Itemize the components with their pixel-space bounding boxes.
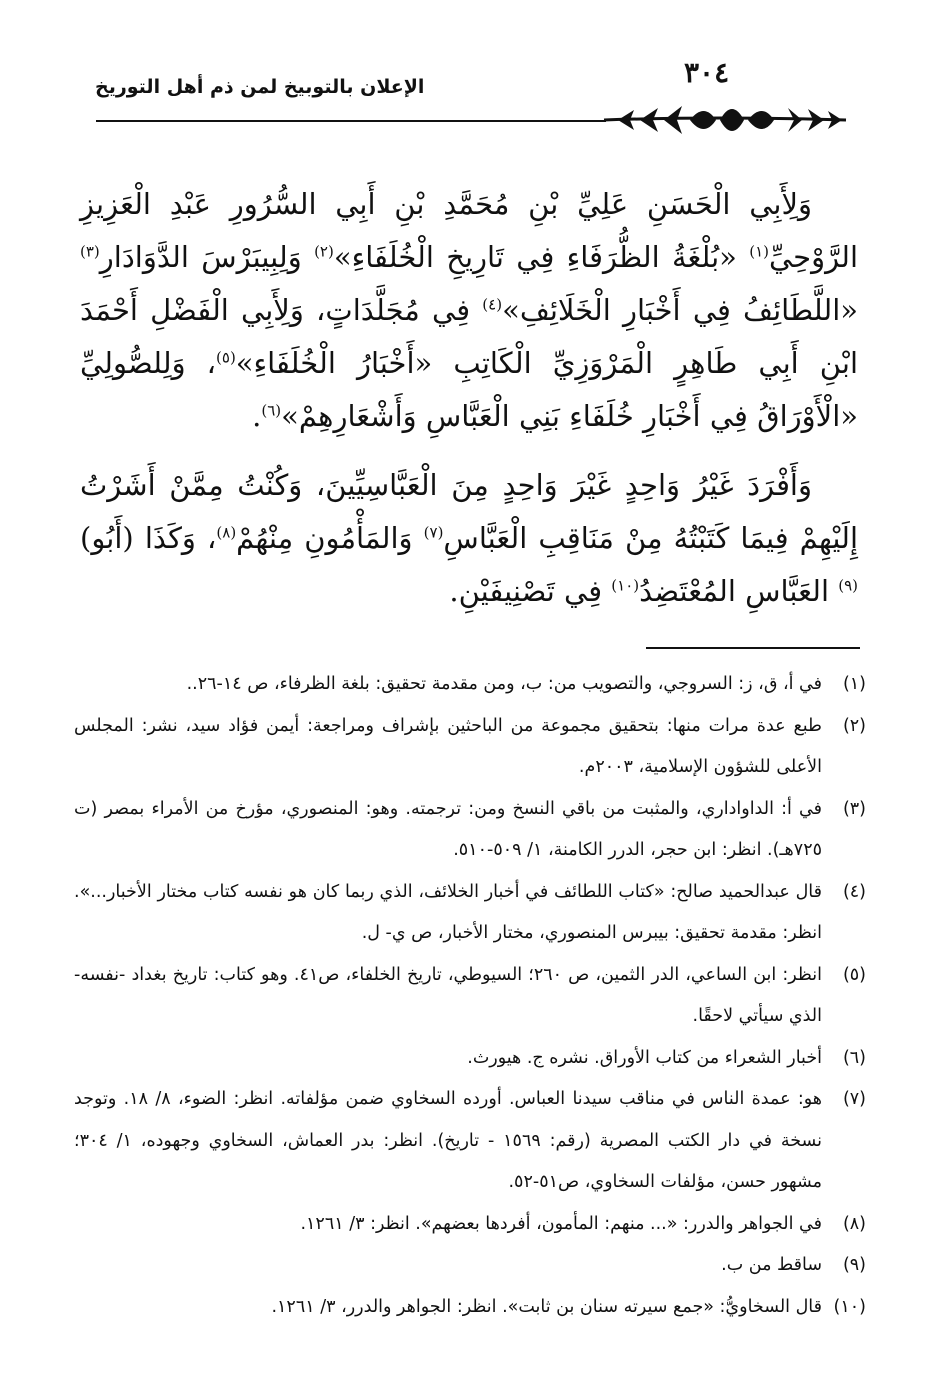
footnote-number: (٩) [842, 1255, 866, 1275]
text-run: وَالمَأْمُونِ مِنْهُمْ [236, 521, 424, 555]
footnote-number: (٥) [842, 964, 866, 985]
text-run: «اللَّطَائِفُ فِي أَخْبَارِ الْخَلَائِفِ» [502, 293, 859, 327]
footnote [74, 1204, 866, 1246]
footnotes-list [74, 664, 866, 1328]
footnote-ref: (٢) [314, 242, 334, 261]
text-run: وَلِأَبِي الْحَسَنِ عَلِيِّ بْنِ مُحَمَّدِ بْنِ أَبِي السُّرُورِ عَبْدِ الْعَزِيزِ الرَّوْحِيِّ [80, 187, 858, 274]
footnote-text: في أ: الداواداري، والمثبت من باقي النسخ ومن: ترجمته. وهو: المنصوري، مؤرخ من الأمراء بمصر (ت ٧٢٥هـ). انظر: ابن حجر، الدرر الكامنة، ١/ ٥٠٩-٥١٠. [74, 798, 822, 860]
footnote-number: (٧) [842, 1089, 866, 1109]
page-number: ٣٠٤ [684, 56, 730, 89]
footnote-number: (٦) [842, 1047, 866, 1068]
text-run: فِي مُجَلَّدَاتٍ، وَلِأَبِي الْفَضْلِ أَحْمَدَ ابْنِ أَبِي طَاهِرٍ الْمَرْوَزِيِّ الْكَاتِبِ «أَخْبَارُ الْخُلَفَاءِ» [80, 293, 858, 380]
running-title: الإعلان بالتوبيخ لمن ذم أهل التوريخ [95, 76, 425, 98]
paragraph-2 [80, 459, 858, 618]
footnote-ref: (٧) [423, 523, 444, 542]
footnote-text: قال عبدالحميد صالح: «كتاب اللطائف في أخبار الخلائف، الذي ربما كان هو نفسه كتاب مختار الأخبار...». انظر: مقدمة تحقيق: بيبرس المنصوري، مختار الأخبار، ص ي- ل. [74, 881, 822, 943]
footnote [74, 706, 866, 789]
footnote-ref: (٥) [216, 348, 236, 367]
footnote [74, 1287, 866, 1329]
footnote-text: هو: عمدة الناس في مناقب سيدنا العباس. أورده السخاوي ضمن مؤلفاته. انظر: الضوء، ٨/ ١٨. وتوجد نسخة في دار الكتب المصرية (رقم: ١٥٦٩ - تاريخ). انظر: بدر العماش، السخاوي وجهوده، ١/ ٣٠٤؛ مشهور حسن، مؤلفات السخاوي، ص٥١-٥٢. [74, 1089, 823, 1192]
main-text [80, 178, 858, 618]
text-run: «بُلْغَةُ الظُّرَفَاءِ فِي تَارِيخِ الْخُلَفَاءِ» [333, 240, 750, 274]
footnote-text: في أ، ق، ز: السروجي، والتصويب من: ب، ومن مقدمة تحقيق: بلغة الظرفاء، ص ١٤-٢٦.. [186, 674, 822, 694]
text-run: ، وَلِلصُّولِيِّ «الْأَوْرَاقُ فِي أَخْبَارِ خُلَفَاءِ بَنِي الْعَبَّاسِ وَأَشْعَارِهِمْ» [80, 346, 858, 433]
footnote-text: أخبار الشعراء من كتاب الأوراق. نشره ج. هيورث. [467, 1047, 822, 1068]
footnote-number: (٣) [842, 798, 866, 819]
footnote-text: قال السخاويُّ: «جمع سيرته سنان بن ثابت». انظر: الجواهر والدرر، ٣/ ١٢٦١. [271, 1296, 822, 1317]
footnote-number: (١٠) [833, 1296, 866, 1317]
footnote-ref: (٩) [838, 576, 858, 595]
footnote-ref: (١٠) [611, 576, 640, 595]
text-run: وَأَفْرَدَ غَيْرُ وَاحِدٍ غَيْرَ وَاحِدٍ مِنَ الْعَبَّاسِيِّينَ، وَكُنْتُ مِمَّنْ أَشَرْتُ إِلَيْهِمْ فِيمَا كَتَبْتُهُ مِنْ مَنَاقِبِ الْعَبَّاسِ [80, 468, 858, 555]
footnote [74, 789, 866, 872]
footnote [74, 1079, 866, 1204]
header-rule [96, 120, 606, 122]
footnote-separator [646, 647, 860, 649]
header-ornament-icon [600, 96, 850, 140]
text-run: العَبَّاسِ المُعْتَضِدُ [639, 574, 839, 608]
footnote [74, 664, 866, 706]
footnote-number: (١) [842, 674, 866, 694]
footnote-text: ساقط من ب. [721, 1255, 822, 1275]
footnote-number: (٨) [842, 1213, 866, 1234]
text-run: ، وَكَذَا (أَبُو) [80, 521, 217, 555]
text-run: فِي تَصْنِيفَيْنِ. [449, 574, 612, 608]
footnote-text: في الجواهر والدرر: «... منهم: المأمون، أفردها بعضهم». انظر: ٣/ ١٢٦١. [300, 1213, 822, 1234]
footnote-text: انظر: ابن الساعي، الدر الثمين، ص ٢٦٠؛ السيوطي، تاريخ الخلفاء، ص٤١. وهو كتاب: تاريخ بغداد -نفسه- الذي سيأتي لاحقًا. [74, 964, 822, 1026]
footnote-number: (٢) [842, 715, 866, 736]
text-run: وَلِبِيبَرْسَ الدَّوَادَارِ [99, 240, 315, 274]
footnote-ref: (٨) [216, 523, 237, 542]
footnote [74, 872, 866, 955]
footnote-number: (٤) [842, 881, 866, 902]
footnote-ref: (١) [749, 242, 769, 261]
paragraph-1 [80, 178, 858, 443]
footnote-text: طبع عدة مرات منها: بتحقيق مجموعة من الباحثين بإشراف ومراجعة: أيمن فؤاد سيد، نشر: المجلس الأعلى للشؤون الإسلامية، ٢٠٠٣م. [74, 715, 822, 777]
footnote-ref: (٣) [80, 242, 100, 261]
footnote-ref: (٤) [482, 295, 503, 314]
footnote [74, 955, 866, 1038]
footnote [74, 1038, 866, 1080]
footnote-ref: (٦) [261, 401, 282, 420]
text-run: . [252, 399, 262, 433]
footnote [74, 1245, 866, 1287]
